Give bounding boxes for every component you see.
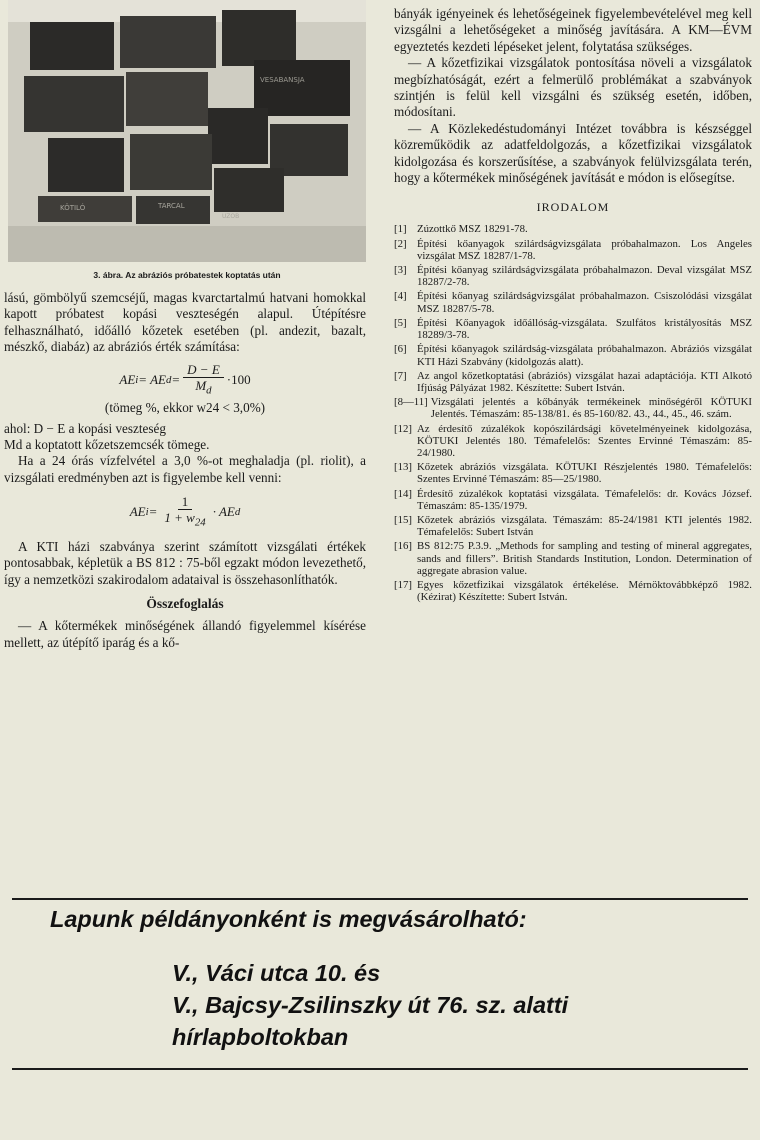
left-body-text	[4, 290, 366, 651]
reference-item: [13] Kőzetek abráziós vizsgálata. KÖTUKI Részjelentés 1980. Témafelelős: Szentes Ervinné Témaszám: 85—25/1980.	[394, 461, 752, 486]
ad-headline: Lapunk példányonként is megvásárolható:	[50, 906, 527, 932]
label-uzob: UZOB	[222, 213, 240, 220]
reference-item: [3] Építési kőanyag szilárdságvizsgálata próbahalmazon. Deval vizsgálat MSZ 18287/2-78.	[394, 264, 752, 289]
reference-item: [7] Az angol kőzetkoptatási (abráziós) vizsgálat hazai adaptációja. KTI Alkotó Ifjúság Pályázat 1982. Készítette: Subert István.	[394, 369, 752, 394]
figure-caption: 3. ábra. Az abráziós próbatestek koptatás után	[93, 270, 281, 280]
reference-item: [12] Az érdesítő zúzalékok kopószilárdsági követelményeinek kidolgozása, KÖTUKI Jelentés 180. Témafelelős: Szentes Ervinné Témaszám: 85-24/1980.	[394, 422, 752, 459]
formula-abrasion: AE i = AE d = $\frac{D - E}{M_d}$ ·100	[119, 361, 251, 397]
reference-item: [15] Kőzetek abráziós vizsgálata. Témaszám: 85-24/1981 KTI jelentés 1982. Témafelelős: Subert István	[394, 513, 752, 539]
label-tarcal: TARCAL	[158, 202, 185, 210]
reference-item: [16] BS 812:75 P.3.9. „Methods for sampling and testing of mineral aggregates, sands and fillers”. British Standards Institution, London. Determination of aggregate abrasion value.	[394, 540, 752, 577]
ad-address-3: hírlapboltokban	[172, 1024, 349, 1050]
right-paragraph-2: — A kőzetfizikai vizsgálatok pontosítása növeli a vizsgálatok megbízhatóságát, ezért a felmerülő problémákat a szabványok szintjén is felül kell vizsgálni és szükség esetén, időben, módosítani.	[394, 55, 752, 120]
formula-fraction-2: $\frac{1}{1 + w_{24}}$	[164, 494, 206, 529]
left-paragraph-2: Ha a 24 órás vízfelvétel a 3,0 %-ot meghaladja (pl. riolit), a vizsgálati eredményben azt is figyelembe kell venni:	[4, 453, 366, 485]
references-list	[394, 223, 752, 603]
reference-item: [2] Építési kőanyagok szilárdságvizsgálata próbahalmazon. Los Angeles vizsgálat MSZ 18287/1-78.	[394, 237, 752, 262]
abrasion-specimens-photo	[8, 0, 366, 262]
ad-top-rule	[12, 898, 748, 900]
reference-item: [14] Érdesítő zúzalékok koptatási vizsgálata. Témafelelős: dr. Kovács József. Témaszám: 85-135/1979.	[394, 487, 752, 512]
formula-condition: (tömeg %, ekkor w24 < 3,0%)	[104, 400, 266, 416]
right-paragraph-1: bányák igényeinek és lehetőségeinek figyelembevételével meg kell vizsgálni a lehetőségeket a minőség javítására. A KM—ÉVM egyeztetés kezdeti lépéseket jelent, folytatása szükséges.	[394, 6, 752, 54]
right-body-text	[394, 6, 752, 186]
formula-fraction: $\frac{D - E}{M_d}$	[183, 362, 224, 399]
ahol-line-1: ahol: D − E a kopási veszteség	[4, 420, 166, 436]
ahol-line-2: Md a koptatott kőzetszemcsék tömege.	[4, 437, 210, 453]
label-kotilo: KÖTILÓ	[60, 204, 86, 212]
ad-address-1: V., Váci utca 10. és	[172, 960, 381, 986]
ad-bottom-rule	[12, 1068, 748, 1070]
reference-item: [17] Egyes kőzetfizikai vizsgálatok értékelése. Mérnöktovábbképző 1982. (Kézirat) Készítette: Subert István.	[394, 578, 752, 604]
right-paragraph-3: — A Közlekedéstudományi Intézet továbbra is készséggel közreműködik az adatfeldolgozás, a kőzetfizikai vizsgálatok kidolgozása és korszerűsítése, a szabványok felülvizsgálata terén, hogy a kőtermékek minőségének javítását e módon is elősegítse.	[394, 120, 752, 186]
reference-item: [6] Építési kőanyagok szilárdság-vizsgálata próbahalmazon. Abráziós vizsgálat KTI Házi Szabvány (kidolgozás alatt).	[394, 343, 752, 368]
label-vesabansja: VESABANSJA	[260, 76, 305, 84]
left-paragraph-3: A KTI házi szabványa szerint számított vizsgálati értékek pontosabbak, képletük a BS 812 : 75-ből egzakt módon levezethető, így a nemzetközi szakirodalom adataival is összehasonlíthatók.	[4, 538, 366, 587]
reference-item: [5] Építési Kőanyagok időállóság-vizsgálata. Szulfátos kristályosítás MSZ 18289/3-78.	[394, 316, 752, 342]
formula-corrected: AE i = $\frac{1}{1 + w_{24}}$ · AE d	[129, 494, 241, 529]
section-title-summary: Összefoglalás	[146, 596, 224, 612]
right-column	[394, 6, 752, 605]
reference-item: [1] Zúzottkő MSZ 18291-78.	[394, 223, 528, 236]
reference-item: [4] Építési kőanyag szilárdságvizsgálat próbahalmazon. Csiszolódási vizsgálat MSZ 18287/5-78.	[394, 290, 752, 315]
left-paragraph-4: — A kőtermékek minőségének állandó figyelemmel kísérése mellett, az útépítő iparág és a kő-	[4, 618, 366, 650]
references-title: IRODALOM	[536, 200, 610, 215]
reference-item: [8—11] Vizsgálati jelentés a kőbányák termékeinek minőségéről KÖTUKI Jelentés. Témaszám: 85-138/81. és 85-160/82. 43., 44., 45., 46. szám.	[394, 396, 752, 421]
left-paragraph-1: lású, gömbölyű szemcséjű, magas kvarctartalmú hatvani homokkal kapott próbatest kopási veszteségén alapul. Útépítésre felhasználható, időálló kőzetek esetében (pl. andezit, bazalt, mészkő, diabáz) az abráziós érték számítása:	[4, 290, 366, 355]
ad-address-2: V., Bajcsy-Zsilinszky út 76. sz. alatti	[172, 992, 569, 1018]
